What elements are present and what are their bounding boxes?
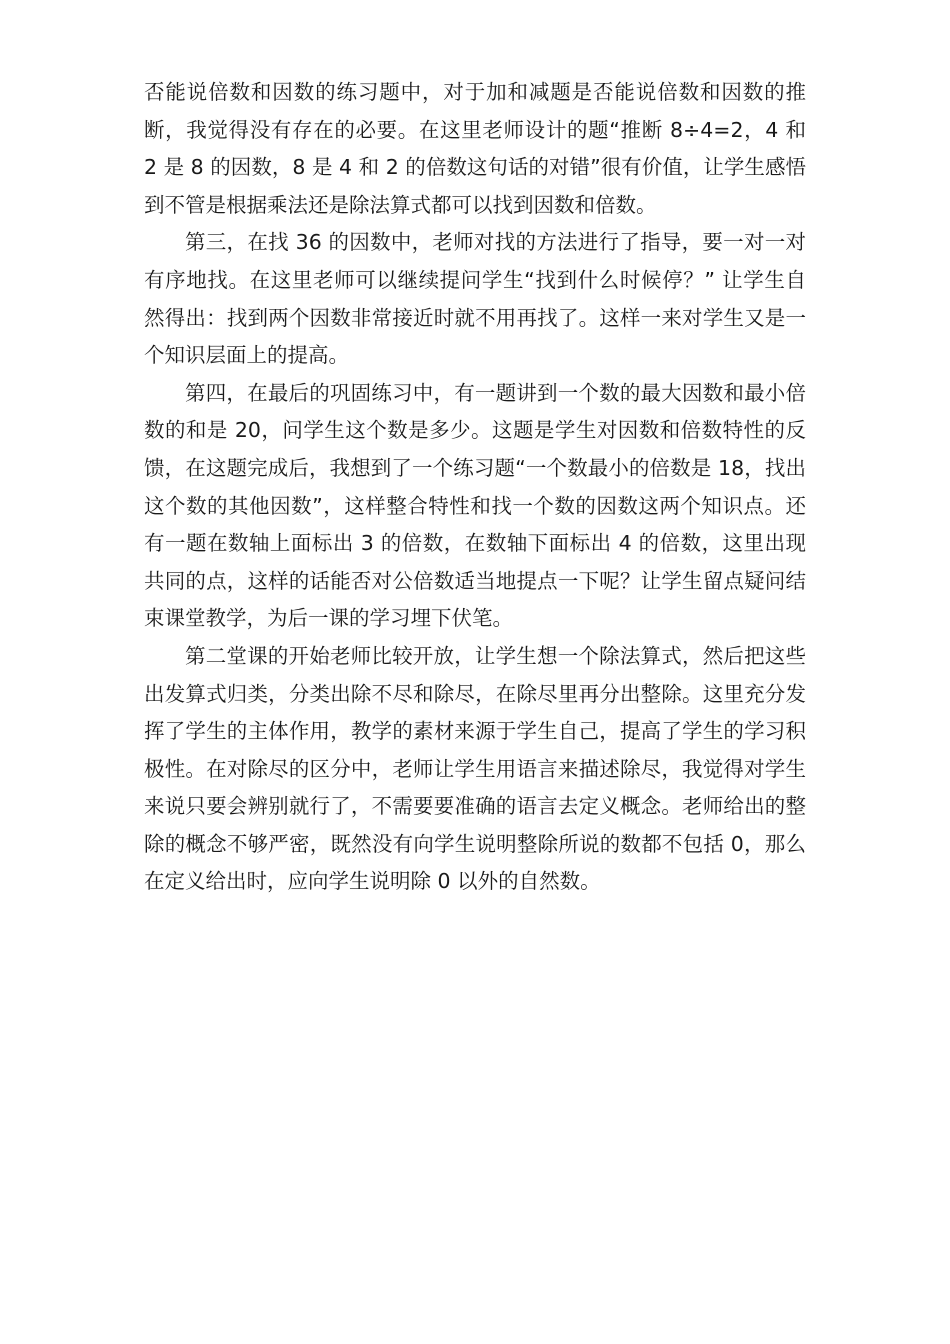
paragraph-third-point: 第三，在找 36 的因数中，老师对找的方法进行了指导，要一对一对有序地找。在这里老师可以继续提问学生“找到什么时候停？” 让学生自然得出：找到两个因数非常接近时就不用再找了。这样一来对学生又是一个知识层面上的提高。 xyxy=(144,230,806,368)
paragraph-fourth-point: 第四，在最后的巩固练习中，有一题讲到一个数的最大因数和最小倍数的和是 20，问学生这个数是多少。这题是学生对因数和倍数特性的反馈，在这题完成后，我想到了一个练习题“一个数最小的倍数是 18，找出这个数的其他因数”，这样整合特性和找一个数的因数这两个知识点。还有一题在数轴上面标出 3 的倍数，在数轴下面标出 4 的倍数，这里出现共同的点，这样的话能否对公倍数适当地提点一下呢？让学生留点疑问结束课堂教学，为后一课的学习埋下伏笔。 xyxy=(144,380,806,631)
document-body xyxy=(144,74,806,901)
paragraph-second-lesson: 第二堂课的开始老师比较开放，让学生想一个除法算式，然后把这些出发算式归类，分类出除不尽和除尽，在除尽里再分出整除。这里充分发挥了学生的主体作用，教学的素材来源于学生自己，提高了学生的学习积极性。在对除尽的区分中，老师让学生用语言来描述除尽，我觉得对学生来说只要会辨别就行了，不需要要准确的语言去定义概念。老师给出的整除的概念不够严密，既然没有向学生说明整除所说的数都不包括 0，那么在定义给出时，应向学生说明除 0 以外的自然数。 xyxy=(144,643,806,894)
paragraph-continuation: 否能说倍数和因数的练习题中，对于加和减题是否能说倍数和因数的推断，我觉得没有存在的必要。在这里老师设计的题“推断 8÷4=2，4 和 2 是 8 的因数，8 是 4 和 2 的倍数这句话的对错”很有价值，让学生感悟到不管是根据乘法还是除法算式都可以找到因数和倍数。 xyxy=(144,80,806,217)
